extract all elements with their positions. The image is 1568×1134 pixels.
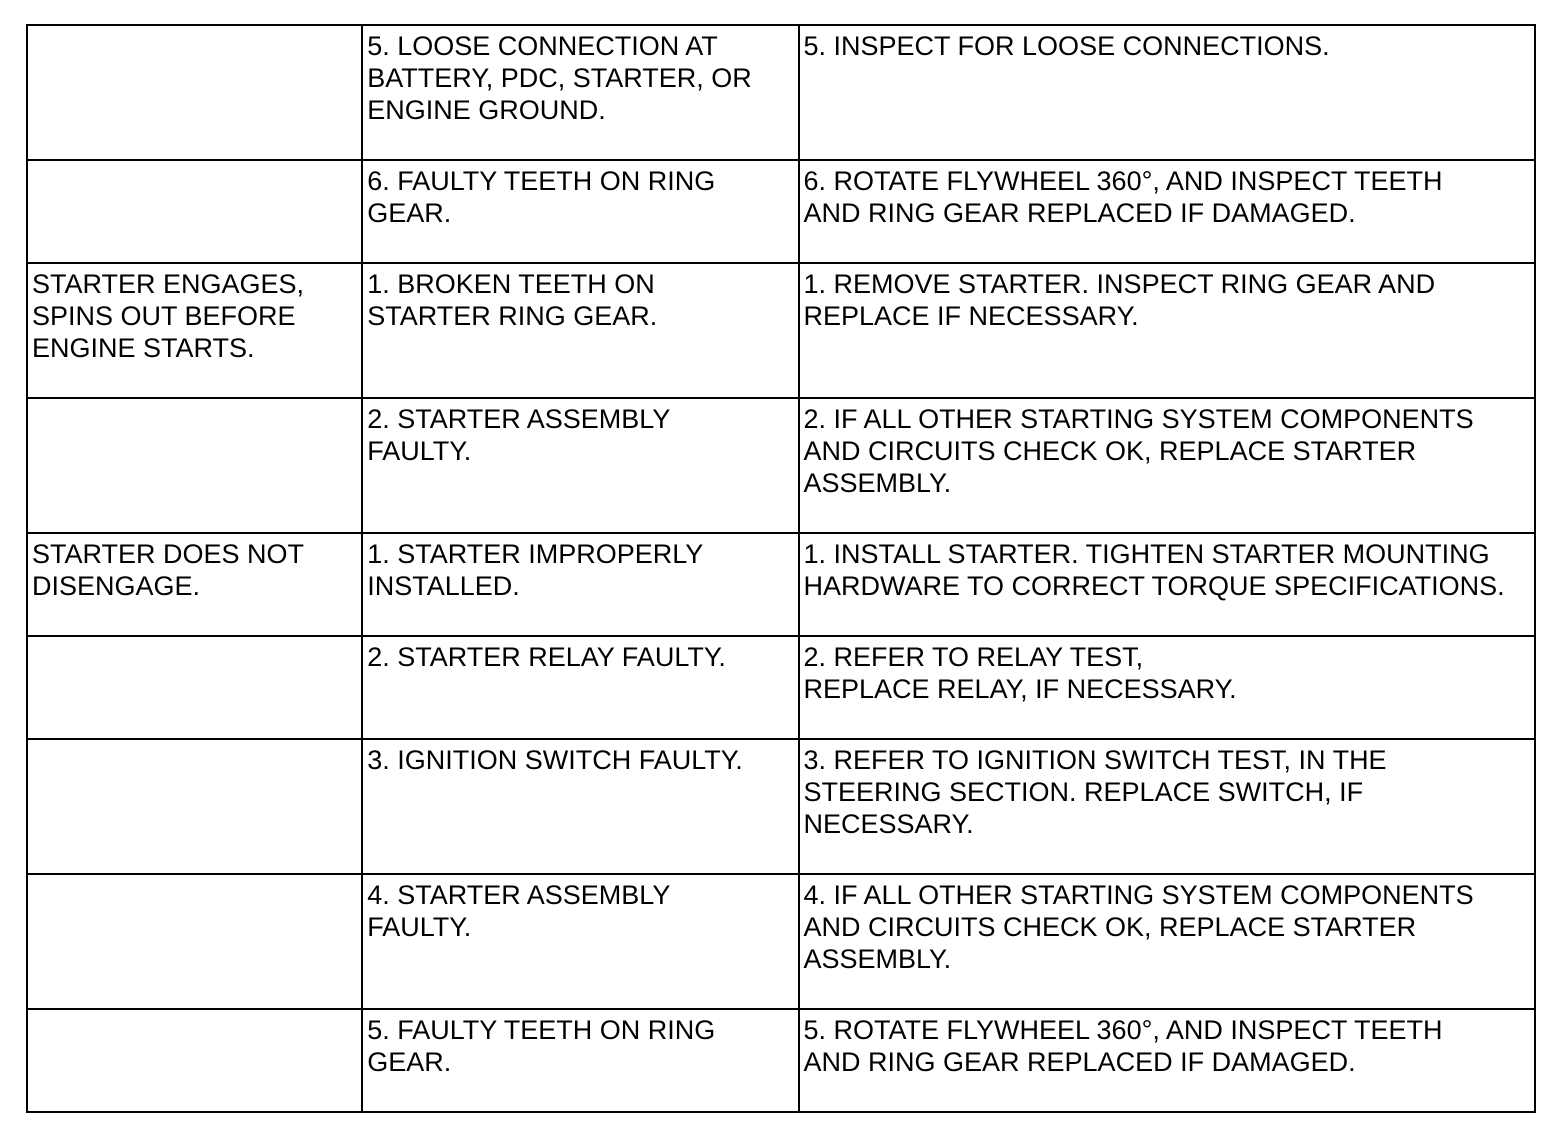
correction-cell: 2. IF ALL OTHER STARTING SYSTEM COMPONENTS AND CIRCUITS CHECK OK, REPLACE STARTER ASSEMBLY.	[799, 398, 1536, 533]
condition-cell	[27, 1009, 362, 1112]
table-row	[27, 533, 1535, 636]
table-row	[27, 160, 1535, 263]
condition-cell	[27, 874, 362, 1009]
correction-cell: 5. INSPECT FOR LOOSE CONNECTIONS.	[799, 25, 1536, 160]
diagnosis-table-body	[27, 25, 1535, 1112]
table-row	[27, 1009, 1535, 1112]
cause-cell: 3. IGNITION SWITCH FAULTY.	[362, 739, 798, 874]
table-row	[27, 263, 1535, 398]
cause-cell: 4. STARTER ASSEMBLY FAULTY.	[362, 874, 798, 1009]
table-row	[27, 25, 1535, 160]
table-row	[27, 636, 1535, 739]
correction-cell: 3. REFER TO IGNITION SWITCH TEST, IN THE STEERING SECTION. REPLACE SWITCH, IF NECESSARY.	[799, 739, 1536, 874]
cause-cell: 5. FAULTY TEETH ON RING GEAR.	[362, 1009, 798, 1112]
cause-cell: 1. BROKEN TEETH ON STARTER RING GEAR.	[362, 263, 798, 398]
condition-cell: STARTER ENGAGES, SPINS OUT BEFORE ENGINE STARTS.	[27, 263, 362, 398]
condition-cell	[27, 160, 362, 263]
correction-cell: 1. INSTALL STARTER. TIGHTEN STARTER MOUNTING HARDWARE TO CORRECT TORQUE SPECIFICATIONS.	[799, 533, 1536, 636]
cause-cell: 6. FAULTY TEETH ON RING GEAR.	[362, 160, 798, 263]
condition-cell	[27, 636, 362, 739]
cause-cell: 1. STARTER IMPROPERLY INSTALLED.	[362, 533, 798, 636]
correction-cell: 6. ROTATE FLYWHEEL 360°, AND INSPECT TEETH AND RING GEAR REPLACED IF DAMAGED.	[799, 160, 1536, 263]
cause-cell: 2. STARTER ASSEMBLY FAULTY.	[362, 398, 798, 533]
condition-cell	[27, 739, 362, 874]
condition-cell	[27, 25, 362, 160]
correction-cell: 1. REMOVE STARTER. INSPECT RING GEAR AND REPLACE IF NECESSARY.	[799, 263, 1536, 398]
table-row	[27, 874, 1535, 1009]
table-row	[27, 398, 1535, 533]
correction-cell: 2. REFER TO RELAY TEST, REPLACE RELAY, IF NECESSARY.	[799, 636, 1536, 739]
cause-cell: 5. LOOSE CONNECTION AT BATTERY, PDC, STARTER, OR ENGINE GROUND.	[362, 25, 798, 160]
correction-cell: 5. ROTATE FLYWHEEL 360°, AND INSPECT TEETH AND RING GEAR REPLACED IF DAMAGED.	[799, 1009, 1536, 1112]
condition-cell: STARTER DOES NOT DISENGAGE.	[27, 533, 362, 636]
cause-cell: 2. STARTER RELAY FAULTY.	[362, 636, 798, 739]
condition-cell	[27, 398, 362, 533]
table-row	[27, 739, 1535, 874]
diagnosis-table	[26, 24, 1536, 1113]
correction-cell: 4. IF ALL OTHER STARTING SYSTEM COMPONENTS AND CIRCUITS CHECK OK, REPLACE STARTER ASSEMBLY.	[799, 874, 1536, 1009]
